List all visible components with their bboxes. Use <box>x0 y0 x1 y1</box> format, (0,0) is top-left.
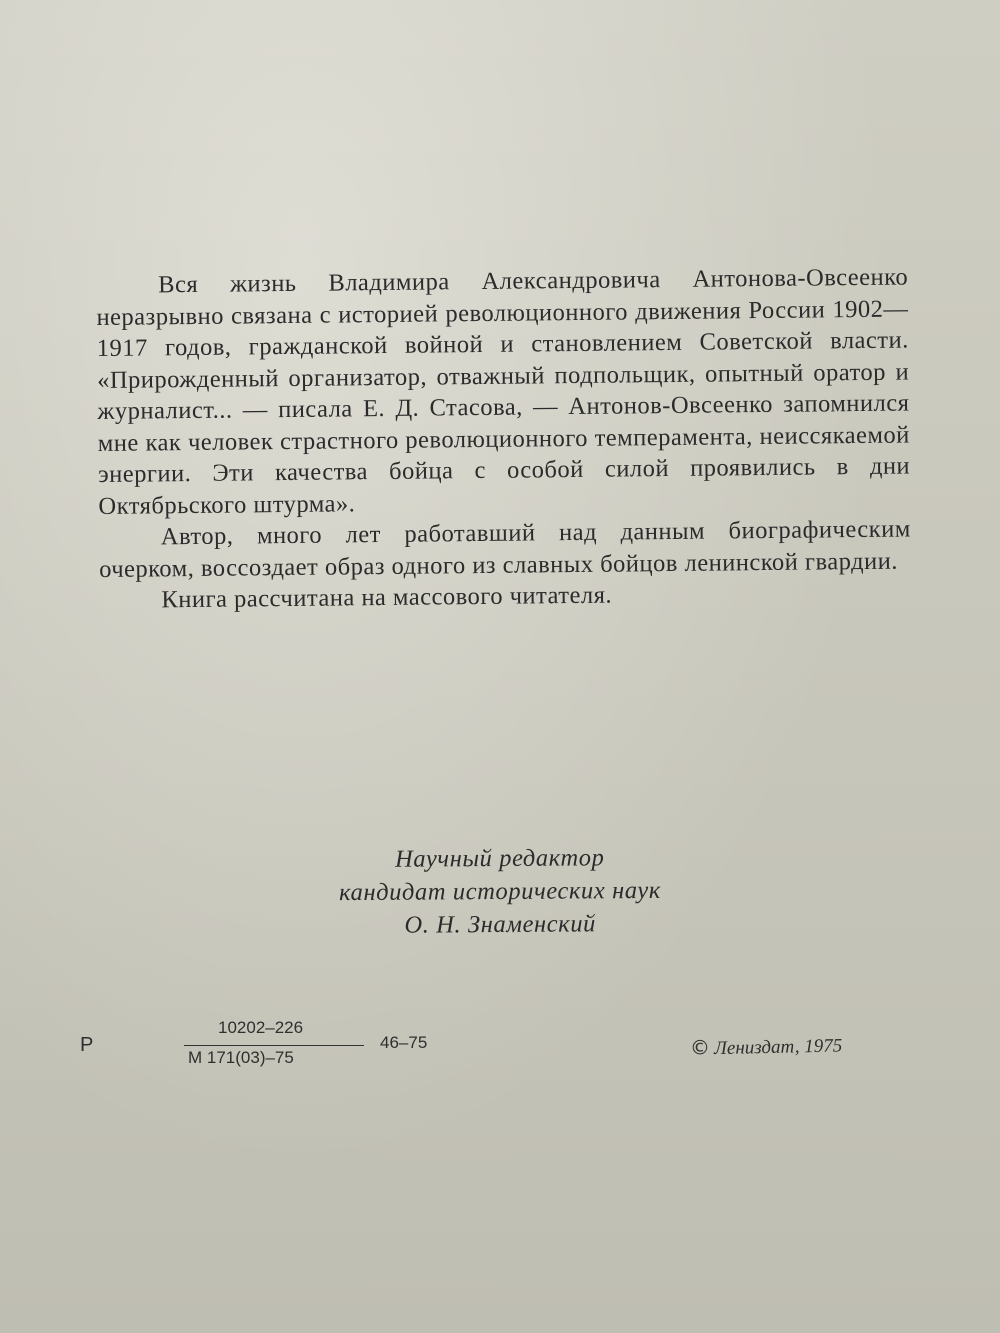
editor-role: Научный редактор <box>394 844 605 873</box>
copyright-text: Лениздат, 1975 <box>713 1035 843 1060</box>
annotation-paragraph-3: Книга рассчитана на массового читателя. <box>161 581 613 614</box>
catalog-code: 46–75 <box>380 1033 428 1052</box>
annotation-text <box>96 261 912 616</box>
catalog-index <box>80 1018 428 1078</box>
editor-degree: кандидат исторических наук <box>339 876 661 907</box>
catalog-denominator: М 171(03)–75 <box>188 1048 294 1067</box>
annotation-paragraph-1: Вся жизнь Владимира Александровича Антонова-Овсеенко неразрывно связана с историей революционного движения России 1902—1917 годов, гражданской войной и становлением Советской власти. «Прирожденный организатор, отважный подпольщик, опытный оратор и журналист... — писала Е. Д. Стасова, — Антонов-Овсеенко запомнился мне как человек страстного революционного темперамента, неиссякаемой энергии. Эти качества бойца с особой силой проявились в дни Октябрьского штурма». <box>96 263 911 520</box>
annotation-paragraph-2: Автор, много лет работавший над данным биографическим очерком, воссоздает образ одного из славных бойцов ленинской гвардии. <box>98 515 911 583</box>
catalog-letter: Р <box>80 1034 94 1056</box>
copyright-icon: © <box>689 1035 711 1060</box>
scientific-editor-block <box>0 839 1000 945</box>
copyright-line <box>690 1032 843 1060</box>
catalog-numerator: 10202–226 <box>218 1018 304 1037</box>
editor-name: О. Н. Знаменский <box>404 910 597 939</box>
fraction-rule <box>184 1045 364 1046</box>
